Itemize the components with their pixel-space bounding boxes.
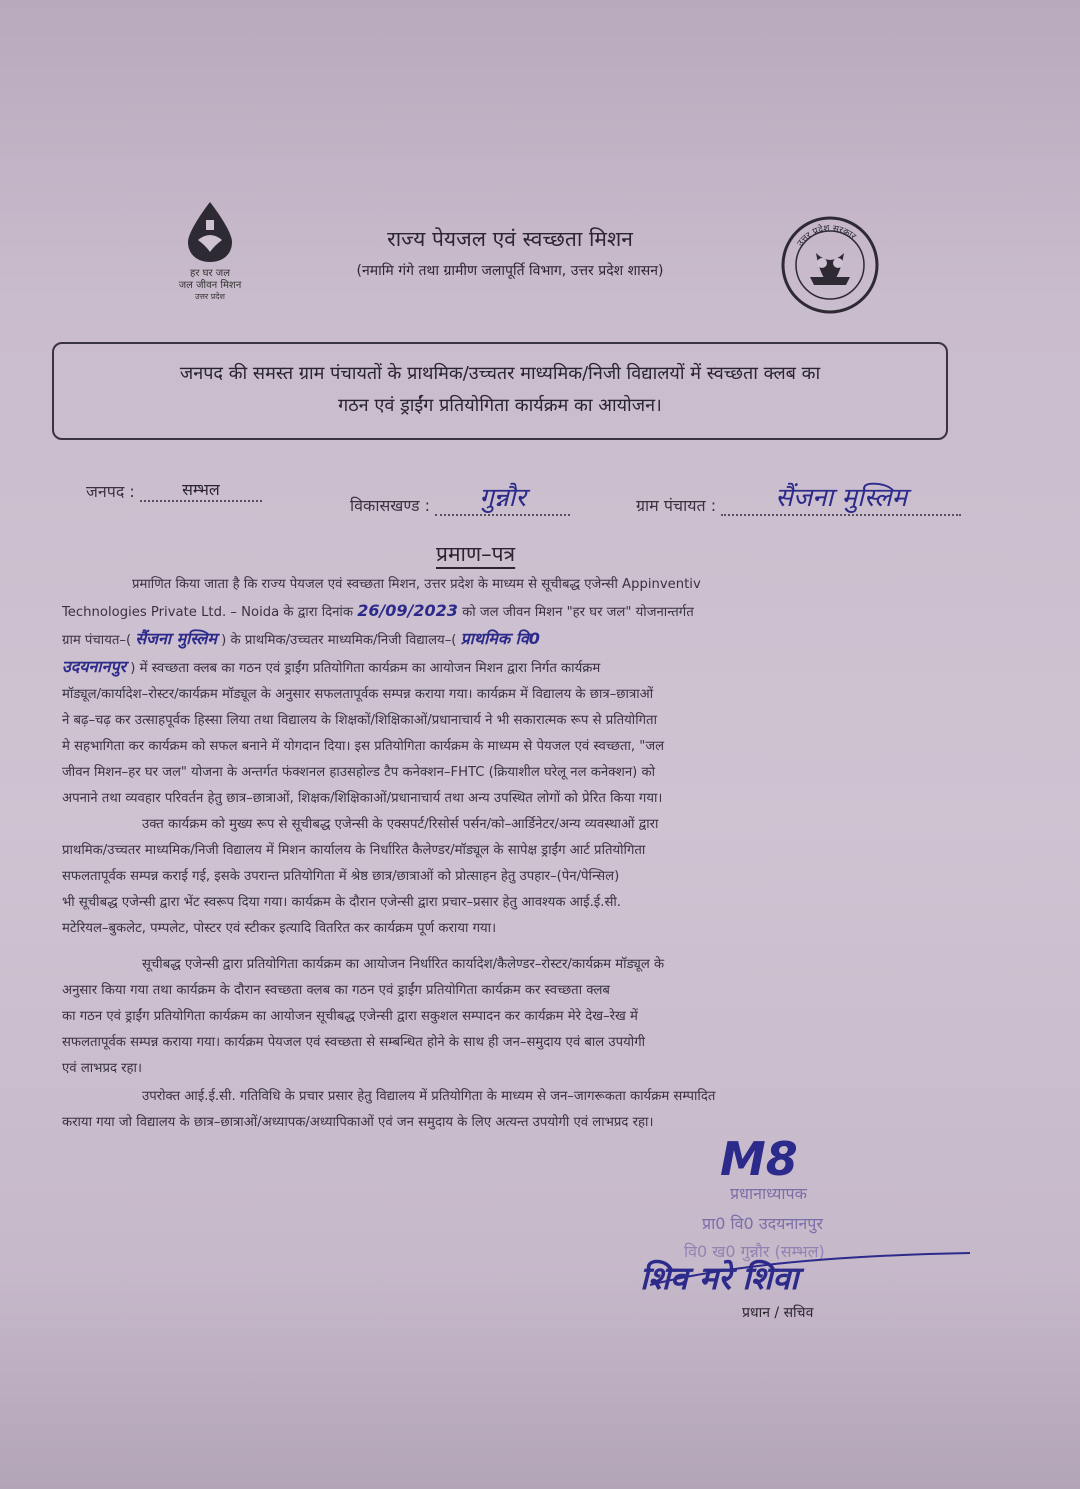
pradhan-title: प्रधान / सचिव [742,1305,814,1321]
p1-line-d [62,626,952,654]
district-label: जनपद : [86,482,135,501]
p1-line-c-text: को जल जीवन मिशन "हर घर जल" योजनान्तर्गत [462,605,694,620]
signature-stroke [640,1245,980,1305]
panchayat-label: ग्राम पंचायत : [636,496,717,515]
subject-line-1: जनपद की समस्त ग्राम पंचायतों के प्राथमिक/उच्चतर माध्यमिक/निजी विद्यालयों में स्वच्छता क्लब का [179,363,821,384]
p1-line-d-text: ग्राम पंचायत–( [62,633,132,648]
headmaster-title-stamp: प्रधानाध्यापक [730,1184,807,1203]
department-subtitle: (नमामि गंगे तथा ग्रामीण जलापूर्ति विभाग, उत्तर प्रदेश शासन) [356,263,664,279]
school-village-handwritten: उदयनानपुर [62,657,127,676]
headmaster-signature: M8 [720,1132,798,1186]
p3-line-e: एवं लाभप्रद रहा। [62,1061,142,1076]
certificate-title: प्रमाण–पत्र [436,542,516,566]
p1-line-b [62,598,952,626]
p1-line-i: मे सहभागिता कर कार्यक्रम को सफल बनाने में योगदान दिया। इस प्रतियोगिता कार्यक्रम के माध्यम से पेयजल एवं स्वच्छता, "जल [62,739,665,754]
har-ghar-jal-logo [160,200,260,301]
p4-line-a: उपरोक्त आई.ई.सी. गतिविधि के प्रचार प्रसार हेतु विद्यालय में प्रतियोगिता के माध्यम से जन–जागरूकता कार्यक्रम सम्पादित [142,1089,716,1104]
p3-line-c: का गठन एवं ड्राईंग प्रतियोगिता कार्यक्रम का आयोजन सूचीबद्ध एजेन्सी द्वारा सकुशल सम्पादन कर कार्यक्रम मेरे देख–रेख में [62,1009,638,1024]
paragraph-1 [62,572,952,812]
block-value-text: गुन्नौर [479,483,527,513]
p1-line-g: मॉड्यूल/कार्यादेश–रोस्टर/कार्यक्रम मॉड्यूल के अनुसार सफलतापूर्वक सम्पन्न कराया गया। कार्यक्रम में विद्यालय के छात्र–छात्राओं [62,687,654,702]
p1-line-h: ने बढ़–चढ़ कर उत्साहपूर्वक हिस्सा लिया तथा विद्यालय के शिक्षकों/शिक्षिकाओं/प्रधानाचार्य ने भी सकारात्मक रूप से प्रतियोगिता [62,713,657,728]
p1-line-b-text: Technologies Private Ltd. – Noida के द्वारा दिनांक [62,605,353,620]
block-value [435,478,570,516]
p4-line-b: कराया गया जो विद्यालय के छात्र–छात्राओं/अध्यापक/अध्यापिकाओं एवं जन समुदाय के लिए अत्यन्त उपयोगी एवं लाभप्रद रहा। [62,1115,654,1130]
p3-line-b: अनुसार किया गया तथा कार्यक्रम के दौरान स्वच्छता क्लब का गठन एवं ड्राईंग प्रतियोगिता कार्यक्रम कर स्वच्छता क्लब [62,983,610,998]
block-label: विकासखण्ड : [350,496,431,515]
water-drop-icon [184,200,236,264]
up-government-emblem-icon [780,215,880,315]
p1-line-e-text: ) के प्राथमिक/उच्चतर माध्यमिक/निजी विद्यालय–( [221,633,457,648]
panchayat-value-text: सैंजना मुस्लिम [775,483,908,513]
pradhan-signature: शिव मरे शिवा [640,1259,799,1297]
paragraph-3 [62,952,952,1082]
p2-line-d: भी सूचीबद्ध एजेन्सी द्वारा भेंट स्वरूप दिया गया। कार्यक्रम के दौरान एजेन्सी द्वारा प्रचार–प्रसार हेतु आवश्यक आई.ई.सी. [62,895,621,910]
mission-title: राज्य पेयजल एवं स्वच्छता मिशन [387,227,633,251]
p2-line-a: उक्त कार्यक्रम को मुख्य रूप से सूचीबद्ध एजेन्सी के एक्सपर्ट/रिसोर्स पर्सन/को–आर्डिनेटर/अन्य व्यवस्थाओं द्वारा [142,817,659,832]
p1-line-f [62,654,952,682]
subject-line-2: गठन एवं ड्राईंग प्रतियोगिता कार्यक्रम का आयोजन। [338,395,662,416]
district-field [86,478,262,502]
p3-line-a: सूचीबद्ध एजेन्सी द्वारा प्रतियोगिता कार्यक्रम का आयोजन निर्धारित कार्यादेश/कैलेण्डर–रोस्टर/कार्यक्रम मॉड्यूल के [142,957,665,972]
letterhead [290,225,730,280]
subject-box [52,342,948,440]
school-name-handwritten: प्राथमिक वि0 [460,629,540,648]
program-date: 26/09/2023 [357,601,458,620]
p2-line-e: मटेरियल–बुकलेट, पम्पलेट, पोस्टर एवं स्टीकर इत्यादि वितरित कर कार्यक्रम पूर्ण कराया गया। [62,921,497,936]
district-value [140,478,262,502]
panchayat-value [721,478,961,516]
headmaster-school-stamp: प्रा0 वि0 उदयनानपुर [702,1214,823,1233]
p1-line-f-text: ) में स्वच्छता क्लब का गठन एवं ड्राईंग प्रतियोगिता कार्यक्रम का आयोजन मिशन द्वारा निर्गत कार्यक्रम [130,661,601,676]
p1-line-j: जीवन मिशन–हर घर जल" योजना के अन्तर्गत फंक्शनल हाउसहोल्ड टैप कनेक्शन–FHTC (क्रियाशील घरेलू नल कनेक्शन) को [62,765,656,780]
paragraph-2 [62,812,952,942]
p3-line-d: सफलतापूर्वक सम्पन्न कराया गया। कार्यक्रम पेयजल एवं स्वच्छता से सम्बन्धित होने के साथ ही जन–समुदाय एवं बाल उपयोगी [62,1035,646,1050]
p1-line-a: प्रमाणित किया जाता है कि राज्य पेयजल एवं स्वच्छता मिशन, उत्तर प्रदेश के माध्यम से सूचीबद्ध एजेन्सी Appinventiv [132,577,701,592]
p1-line-k: अपनाने तथा व्यवहार परिवर्तन हेतु छात्र–छात्राओं, शिक्षक/शिक्षिकाओं/प्रधानाचार्य तथा अन्य उपस्थित लोगों को प्रेरित किया गया। [62,791,663,806]
paragraph-4 [62,1084,952,1136]
panchayat-field [636,478,961,516]
p2-line-c: सफलतापूर्वक सम्पन्न कराई गई, इसके उपरान्त प्रतियोगिता में श्रेष्ठ छात्र/छात्राओं को प्रोत्साहन हेतु उपहार–(पेन/पेन्सिल) [62,869,620,884]
emblem-text: उत्तर प्रदेश सरकार [795,223,858,249]
logo-caption-3: उत्तर प्रदेश [195,292,225,301]
p2-line-b: प्राथमिक/उच्चतर माध्यमिक/निजी विद्यालय में मिशन कार्यालय के निर्धारित कैलेण्डर/मॉड्यूल के सापेक्ष ड्राईंग आर्ट प्रतियोगिता [62,843,646,858]
district-value-text: सम्भल [182,480,220,499]
gram-panchayat-handwritten: सैंजना मुस्लिम [135,629,217,648]
block-field [350,478,570,516]
logo-caption-1: हर घर जल [190,268,230,279]
logo-caption-2: जल जीवन मिशन [178,280,242,291]
block-stamp: वि0 ख0 गुन्नौर (सम्भल) [684,1242,825,1261]
